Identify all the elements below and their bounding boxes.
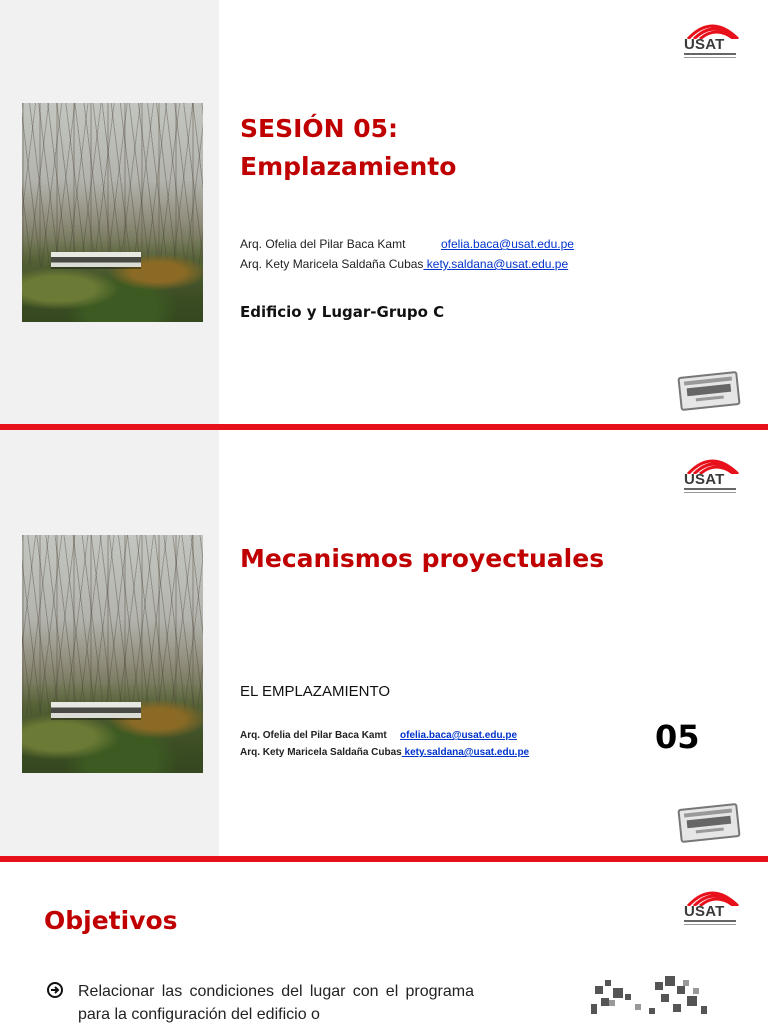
accreditation-stamp	[677, 803, 740, 843]
slide-2-title: Mecanismos proyectuales	[240, 544, 605, 573]
session-number: 05	[655, 718, 700, 756]
accreditation-stamp	[677, 371, 740, 411]
pixel-map-graphic	[565, 974, 725, 1024]
author-email-link[interactable]: ofelia.baca@usat.edu.pe	[400, 730, 518, 741]
author-name: Arq. Kety Maricela Saldaña Cubas	[240, 747, 402, 758]
author-name: Arq. Ofelia del Pilar Baca Kamt	[240, 730, 387, 741]
slide-1-landscape-photo	[22, 103, 203, 322]
usat-logo	[684, 17, 740, 63]
author-name: Arq. Ofelia del Pilar Baca Kamt	[240, 237, 406, 251]
author-row-1	[240, 730, 518, 741]
usat-logo	[684, 884, 740, 930]
author-email-link[interactable]: kety.saldana@usat.edu.pe	[401, 747, 530, 758]
course-name: Edificio y Lugar-Grupo C	[240, 303, 445, 321]
author-row-1	[240, 237, 574, 251]
slide-1-title-line1: SESIÓN 05:	[240, 114, 399, 143]
usat-logo-text: USAT	[684, 471, 725, 488]
bullet-arrow-icon	[46, 981, 64, 999]
author-row-2	[240, 257, 568, 271]
author-email-link[interactable]: ofelia.baca@usat.edu.pe	[441, 237, 574, 251]
slide-1-title	[240, 110, 456, 186]
author-name: Arq. Kety Maricela Saldaña Cubas	[240, 257, 424, 271]
usat-logo-text: USAT	[684, 903, 725, 920]
usat-logo	[684, 452, 740, 498]
slide-1-title-line2: Emplazamiento	[240, 152, 457, 181]
objective-bullet-text: Relacionar las condiciones del lugar con el programa para la configuración del edificio o	[78, 983, 474, 1023]
slide-3	[0, 862, 768, 1024]
author-row-2	[240, 747, 529, 758]
slide-1	[0, 0, 768, 424]
author-email-link[interactable]: kety.saldana@usat.edu.pe	[423, 257, 569, 271]
slide-2	[0, 430, 768, 856]
slide-3-title: Objetivos	[44, 906, 178, 935]
slide-2-subtitle: EL EMPLAZAMIENTO	[240, 683, 391, 700]
slide-2-landscape-photo	[22, 535, 203, 773]
usat-logo-text: USAT	[684, 36, 725, 53]
